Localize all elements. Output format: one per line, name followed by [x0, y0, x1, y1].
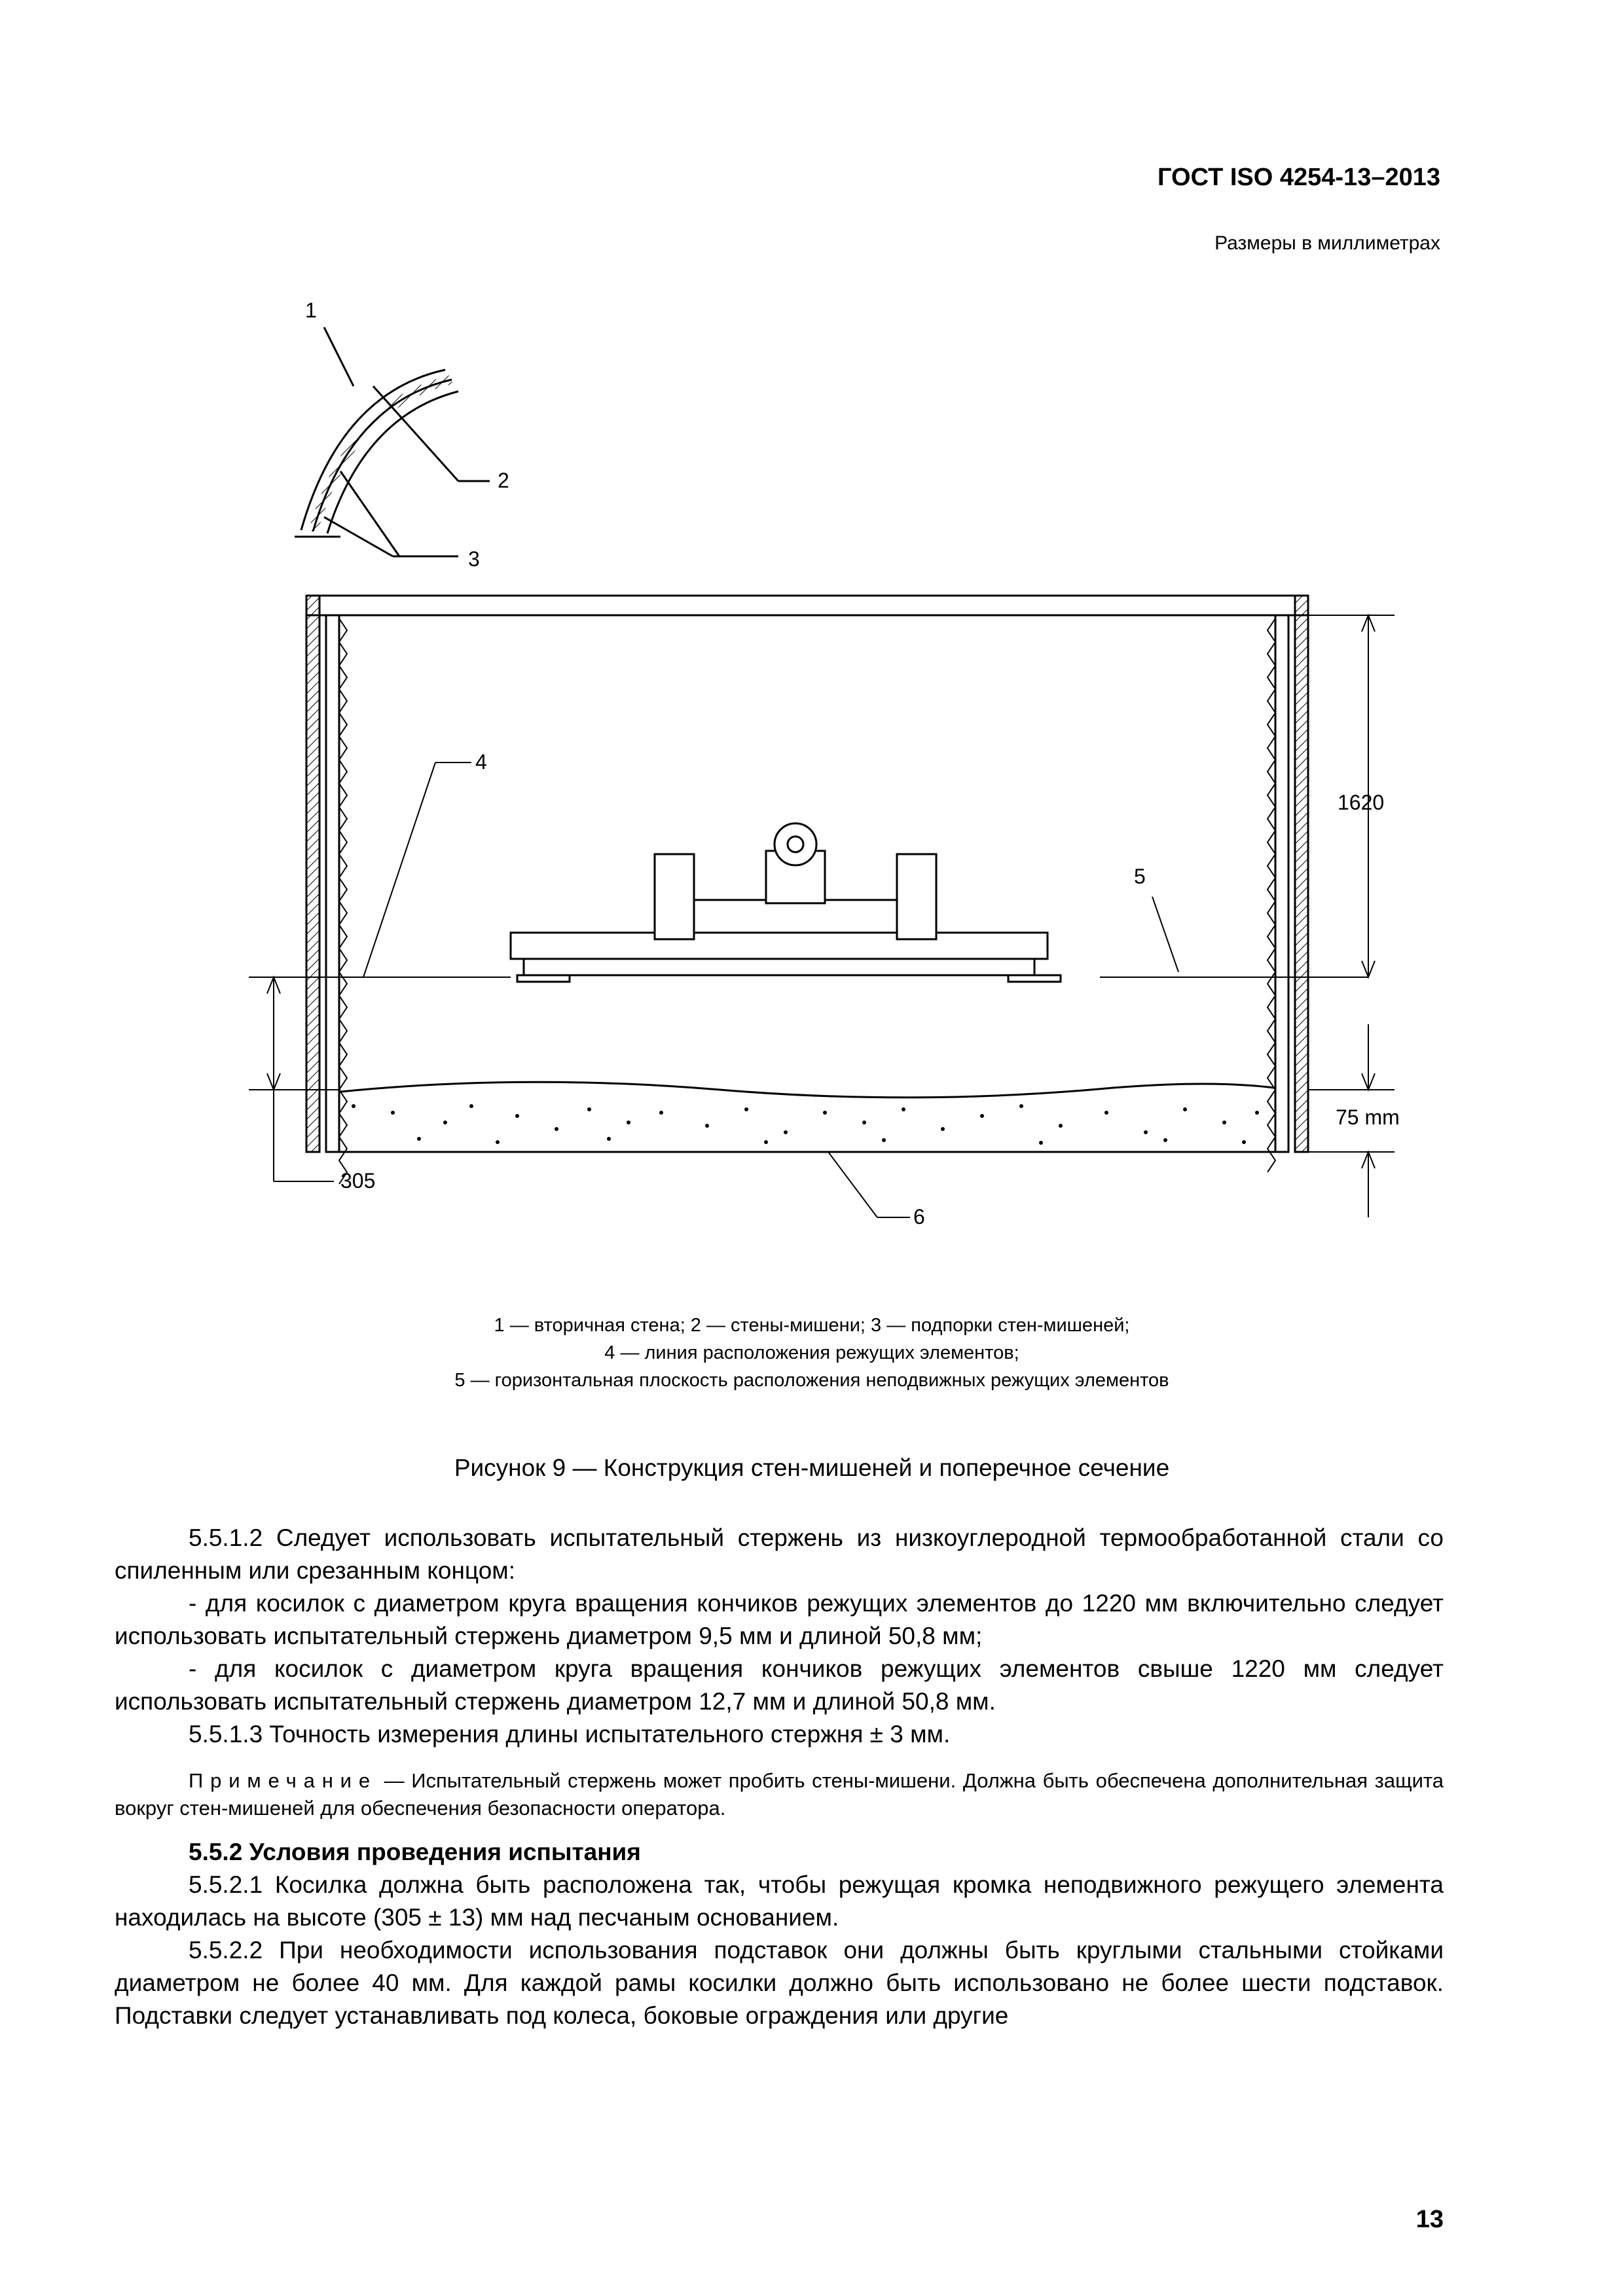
- legend-line-1: 1 — вторичная стена; 2 — стены-мишени; 3 — подпорки стен-мишеней;: [494, 1315, 1130, 1336]
- sand-base: [340, 1082, 1274, 1098]
- note-label: Примечание: [189, 1769, 377, 1792]
- document-code: ГОСТ ISO 4254-13–2013: [1157, 164, 1440, 191]
- paragraph-5-5-1-2: 5.5.1.2 Следует использовать испытательный стержень из низкоуглеродной термообработанной стали со спиленным или срезанным концом:: [115, 1524, 1444, 1584]
- legend-line-3: 5 — горизонтальная плоскость расположения неподвижных режущих элементов: [454, 1370, 1169, 1391]
- label-3: 3: [468, 547, 480, 571]
- page-number: 13: [1415, 2206, 1444, 2233]
- legend-line-2: 4 — линия расположения режущих элементов;: [604, 1342, 1019, 1363]
- units-note: Размеры в миллиметрах: [1214, 232, 1440, 254]
- left-target-wall: [339, 619, 347, 1184]
- label-1: 1: [305, 298, 317, 322]
- right-target-wall: [1267, 619, 1275, 1172]
- label-5: 5: [1134, 865, 1146, 888]
- paragraph-5-5-2-2: 5.5.2.2 При необходимости использования подставок они должны быть круглыми стальными стойками диаметром не более 40 мм. Для каждой рамы косилки должно быть использовано не более шести подставок. Подставки следует устанавливать под колеса, боковые ограждения или другие: [115, 1937, 1444, 2029]
- note-block: [115, 1767, 1444, 1822]
- paragraph-5-5-1-3: 5.5.1.3 Точность измерения длины испытательного стержня ± 3 мм.: [189, 1721, 951, 1748]
- section-heading-5-5-2: 5.5.2 Условия проведения испытания: [189, 1839, 641, 1865]
- note-text: — Испытательный стержень может пробить стены-мишени. Должна быть обеспечена дополнительная защита вокруг стен-мишеней для обеспечения безопасности оператора.: [115, 1769, 1444, 1820]
- paragraph-5-5-2-1: 5.5.2.1 Косилка должна быть расположена так, чтобы режущая кромка неподвижного режущего элемента находилась на высоте (305 ± 13) мм над песчаным основанием.: [115, 1871, 1444, 1931]
- sand-dots: [352, 1104, 1259, 1145]
- dimension-1620: 1620: [1338, 791, 1385, 814]
- dimension-75mm: 75 mm: [1336, 1105, 1400, 1129]
- figure-caption: Рисунок 9 — Конструкция стен-мишеней и поперечное сечение: [454, 1454, 1170, 1481]
- paragraph-bullet-1: - для косилок с диаметром круга вращения кончиков режущих элементов до 1220 мм включительно следует использовать испытательный стержень диаметром 9,5 мм и длиной 50,8 мм;: [115, 1590, 1444, 1649]
- label-6: 6: [913, 1205, 925, 1229]
- label-4: 4: [475, 750, 487, 774]
- dimension-305: 305: [340, 1169, 376, 1193]
- label-2: 2: [498, 469, 509, 492]
- mower-illustration: [511, 823, 1061, 982]
- paragraph-bullet-2: - для косилок с диаметром круга вращения кончиков режущих элементов свыше 1220 мм следует использовать испытательный стержень диаметром 12,7 мм и длиной 50,8 мм.: [115, 1655, 1444, 1715]
